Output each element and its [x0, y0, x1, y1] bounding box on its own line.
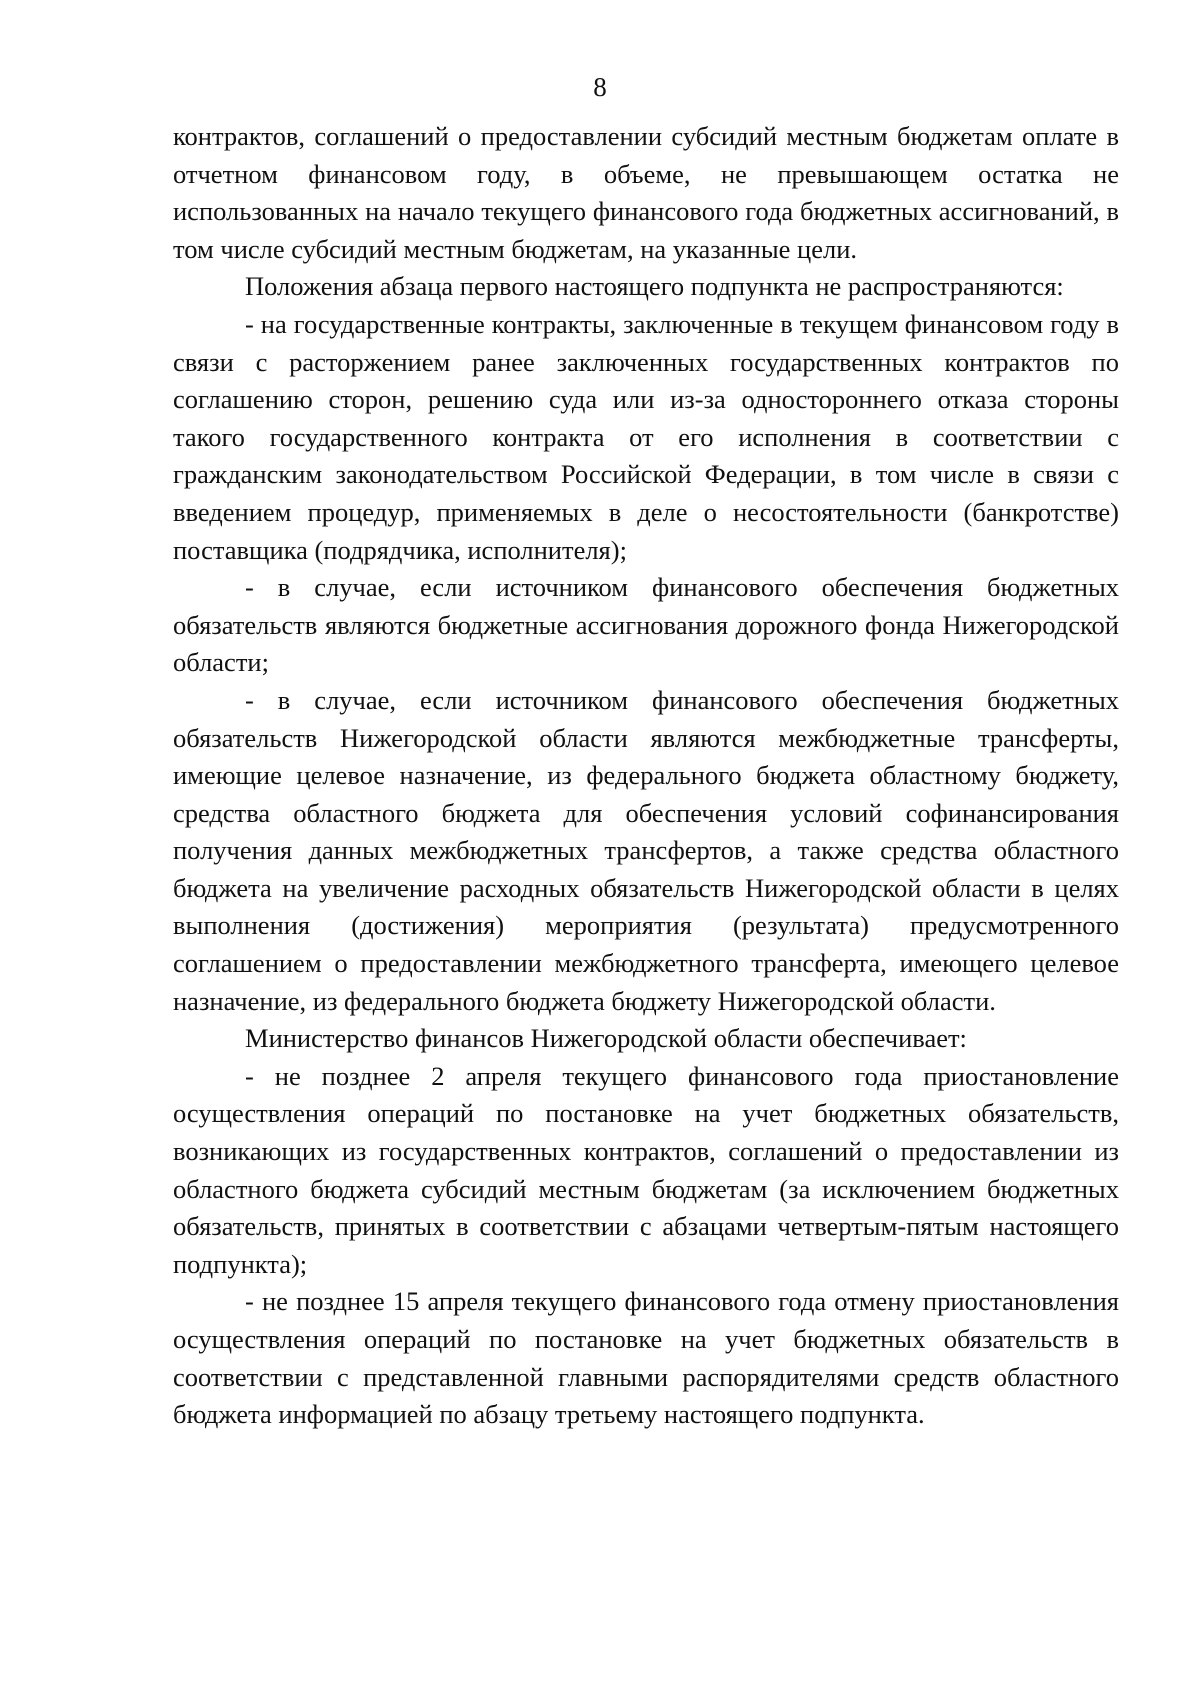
page-number: 8: [593, 72, 607, 102]
paragraph-4: - в случае, если источником финансового обеспечения бюджетных обязательств являются бюджетные ассигнования дорожного фонда Нижегородской области;: [173, 572, 1119, 678]
paragraph-8: - не позднее 15 апреля текущего финансового года отмену приостановления осуществления операций по постановке на учет бюджетных обязательств в соответствии с представленной главными распорядителями средств областного бюджета информацией по абзацу третьему настоящего подпункта.: [173, 1286, 1119, 1430]
paragraph-6: Министерство финансов Нижегородской области обеспечивает:: [245, 1023, 967, 1054]
paragraph-5: - в случае, если источником финансового обеспечения бюджетных обязательств Нижегородской области являются межбюджетные трансферты, имеющие целевое назначение, из федерального бюджета областному бюджету, средства областного бюджета для обеспечения условий софинансирования получения данных межбюджетных трансфертов, а также средства областного бюджета на увеличение расходных обязательств Нижегородской области в целях выполнения (достижения) мероприятия (результата) предусмотренного соглашением о предоставлении межбюджетного трансферта, имеющего целевое назначение, из федерального бюджета бюджету Нижегородской области.: [173, 684, 1119, 1016]
document-body: [173, 118, 1119, 1434]
paragraph-1: контрактов, соглашений о предоставлении субсидий местным бюджетам оплате в отчетном финансовом году, в объеме, не превышающем остатка не использованных на начало текущего финансового года бюджетных ассигнований, в том числе субсидий местным бюджетам, на указанные цели.: [173, 121, 1119, 264]
paragraph-2: Положения абзаца первого настоящего подпункта не распространяются:: [245, 271, 1064, 302]
paragraph-7: - не позднее 2 апреля текущего финансового года приостановление осуществления операций по постановке на учет бюджетных обязательств, возникающих из государственных контрактов, соглашений о предоставлении из областного бюджета субсидий местным бюджетам (за исключением бюджетных обязательств, принятых в соответствии с абзацами четвертым-пятым настоящего подпункта);: [173, 1060, 1119, 1279]
paragraph-3: - на государственные контракты, заключенные в текущем финансовом году в связи с расторжением ранее заключенных государственных контрактов по соглашению сторон, решению суда или из-за одностороннего отказа стороны такого государственного контракта от его исполнения в соответствии с гражданским законодательством Российской Федерации, в том числе в связи с введением процедур, применяемых в деле о несостоятельности (банкротстве) поставщика (подрядчика, исполнителя);: [173, 308, 1119, 565]
